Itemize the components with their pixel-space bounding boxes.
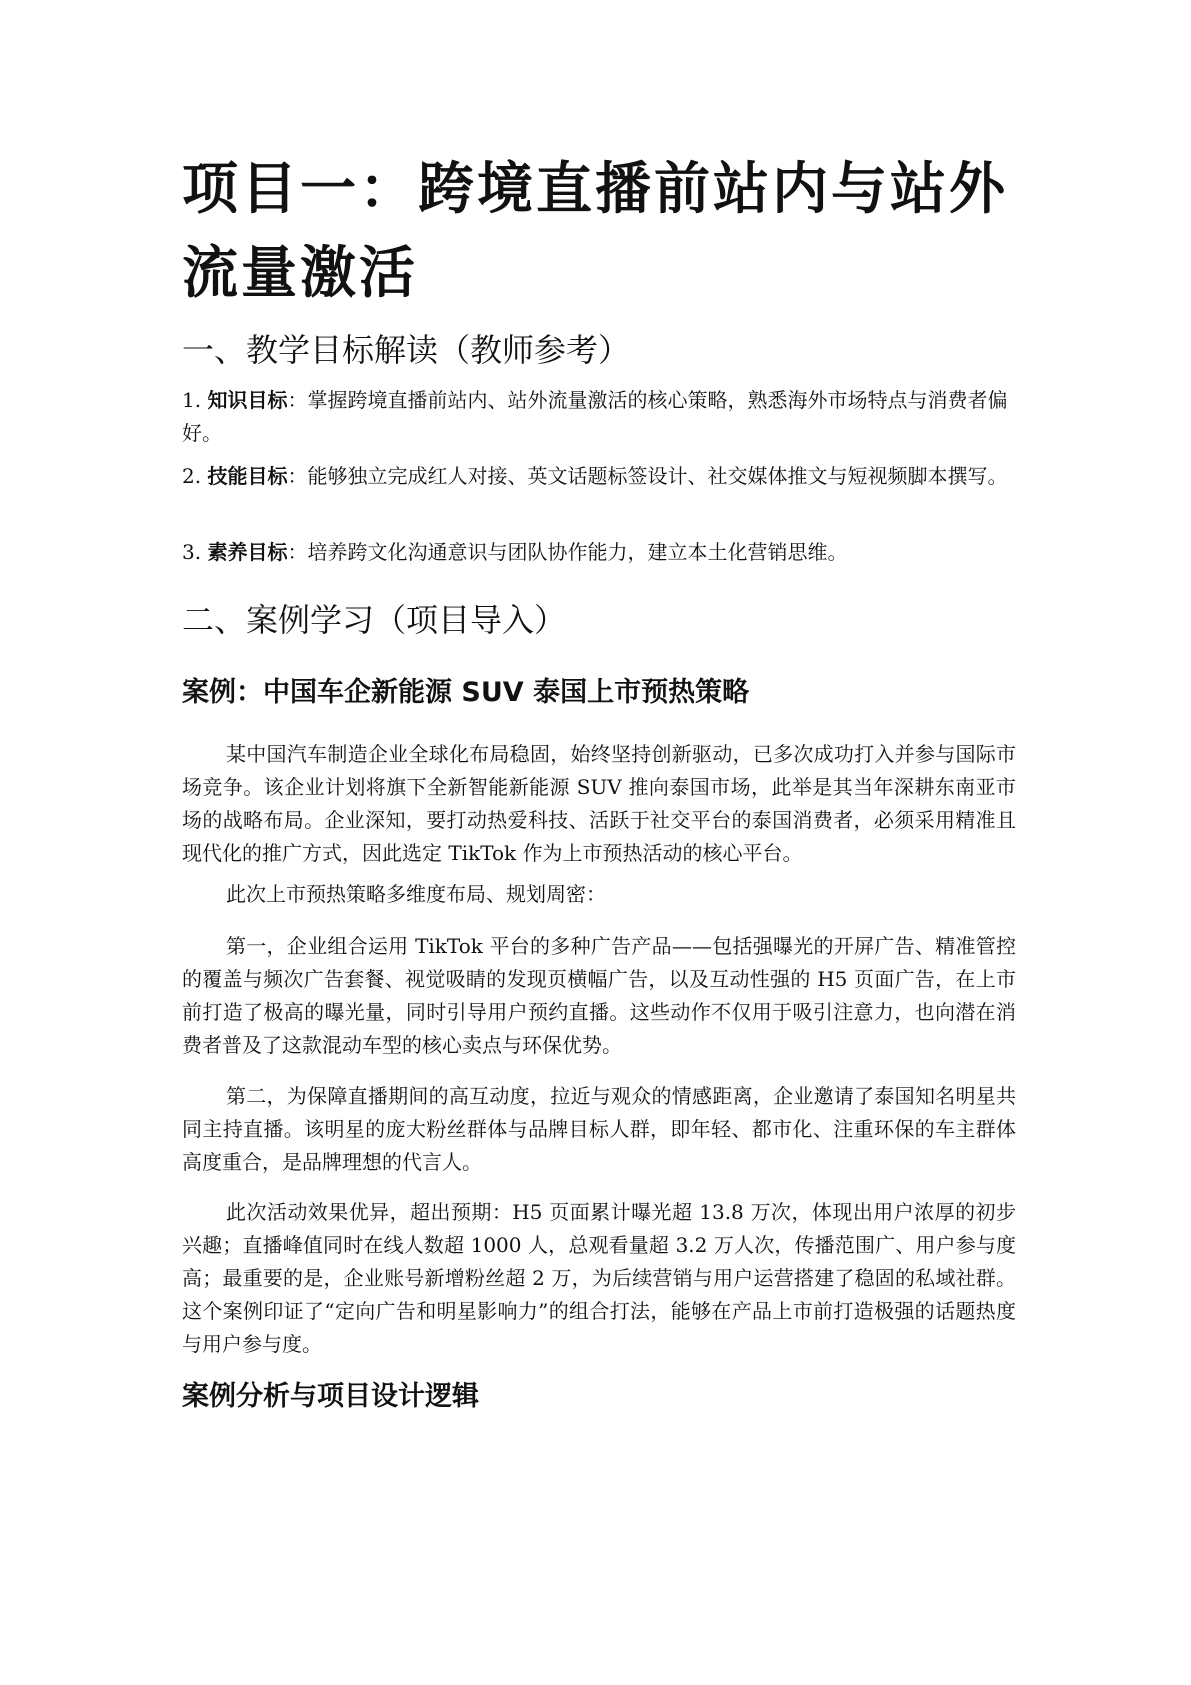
case-paragraph-results: 此次活动效果优异，超出预期：H5 页面累计曝光超 13.8 万次，体现出用户浓厚的初步兴趣；直播峰值同时在线人数超 1000 人，总观看量超 3.2 万人次，传播范围广、用户参与度高；最重要的是，企业账号新增粉丝超 2 万，为后续营销与用户运营搭建了稳固的私域社群。这个案例印证了“定向广告和明星影响力”的组合打法，能够在产品上市前打造极强的话题热度与用户参与度。 xyxy=(182,1200,1016,1356)
goal-item-knowledge xyxy=(182,384,1016,450)
goal-label: 知识目标 xyxy=(207,388,288,412)
goal-number: 1. xyxy=(182,388,202,412)
case-paragraph-strategy-lead: 此次上市预热策略多维度布局、规划周密： xyxy=(226,882,606,906)
case-paragraph-intro: 某中国汽车制造企业全球化布局稳固，始终坚持创新驱动，已多次成功打入并参与国际市场竞争。该企业计划将旗下全新智能新能源 SUV 推向泰国市场，此举是其当年深耕东南亚市场的战略布局。企业深知，要打动热爱科技、活跃于社交平台的泰国消费者，必须采用精准且现代化的推广方式，因此选定 TikTok 作为上市预热活动的核心平台。 xyxy=(182,742,1016,865)
section-heading-teaching-goals: 一、教学目标解读（教师参考） xyxy=(182,331,631,369)
goal-text: ：掌握跨境直播前站内、站外流量激活的核心策略，熟悉海外市场特点与消费者偏好。 xyxy=(182,388,1008,445)
case-paragraph-first: 第一，企业组合运用 TikTok 平台的多种广告产品——包括强曝光的开屏广告、精准管控的覆盖与频次广告套餐、视觉吸睛的发现页横幅广告，以及互动性强的 H5 页面广告，在上市前打造了极高的曝光量，同时引导用户预约直播。这些动作不仅用于吸引注意力，也向潜在消费者普及了这款混动车型的核心卖点与环保优势。 xyxy=(182,934,1016,1057)
goal-number: 3. xyxy=(182,540,202,564)
goal-number: 2. xyxy=(182,464,202,488)
goal-label: 素养目标 xyxy=(207,540,288,564)
case-paragraph-second: 第二，为保障直播期间的高互动度，拉近与观众的情感距离，企业邀请了泰国知名明星共同主持直播。该明星的庞大粉丝群体与品牌目标人群，即年轻、都市化、注重环保的车主群体高度重合，是品牌理想的代言人。 xyxy=(182,1084,1016,1174)
section-heading-case-study: 二、案例学习（项目导入） xyxy=(182,601,567,639)
goal-text: ：能够独立完成红人对接、英文话题标签设计、社交媒体推文与短视频脚本撰写。 xyxy=(287,464,1008,488)
goal-item-literacy xyxy=(182,536,1016,569)
section-heading-analysis: 案例分析与项目设计逻辑 xyxy=(182,1381,479,1412)
goal-label: 技能目标 xyxy=(207,464,288,488)
goal-text: ：培养跨文化沟通意识与团队协作能力，建立本土化营销思维。 xyxy=(287,540,848,564)
case-title: 案例：中国车企新能源 SUV 泰国上市预热策略 xyxy=(182,677,750,708)
document-title: 项目一：跨境直播前站内与站外流量激活 xyxy=(182,157,1008,306)
goal-item-skill xyxy=(182,460,1016,493)
